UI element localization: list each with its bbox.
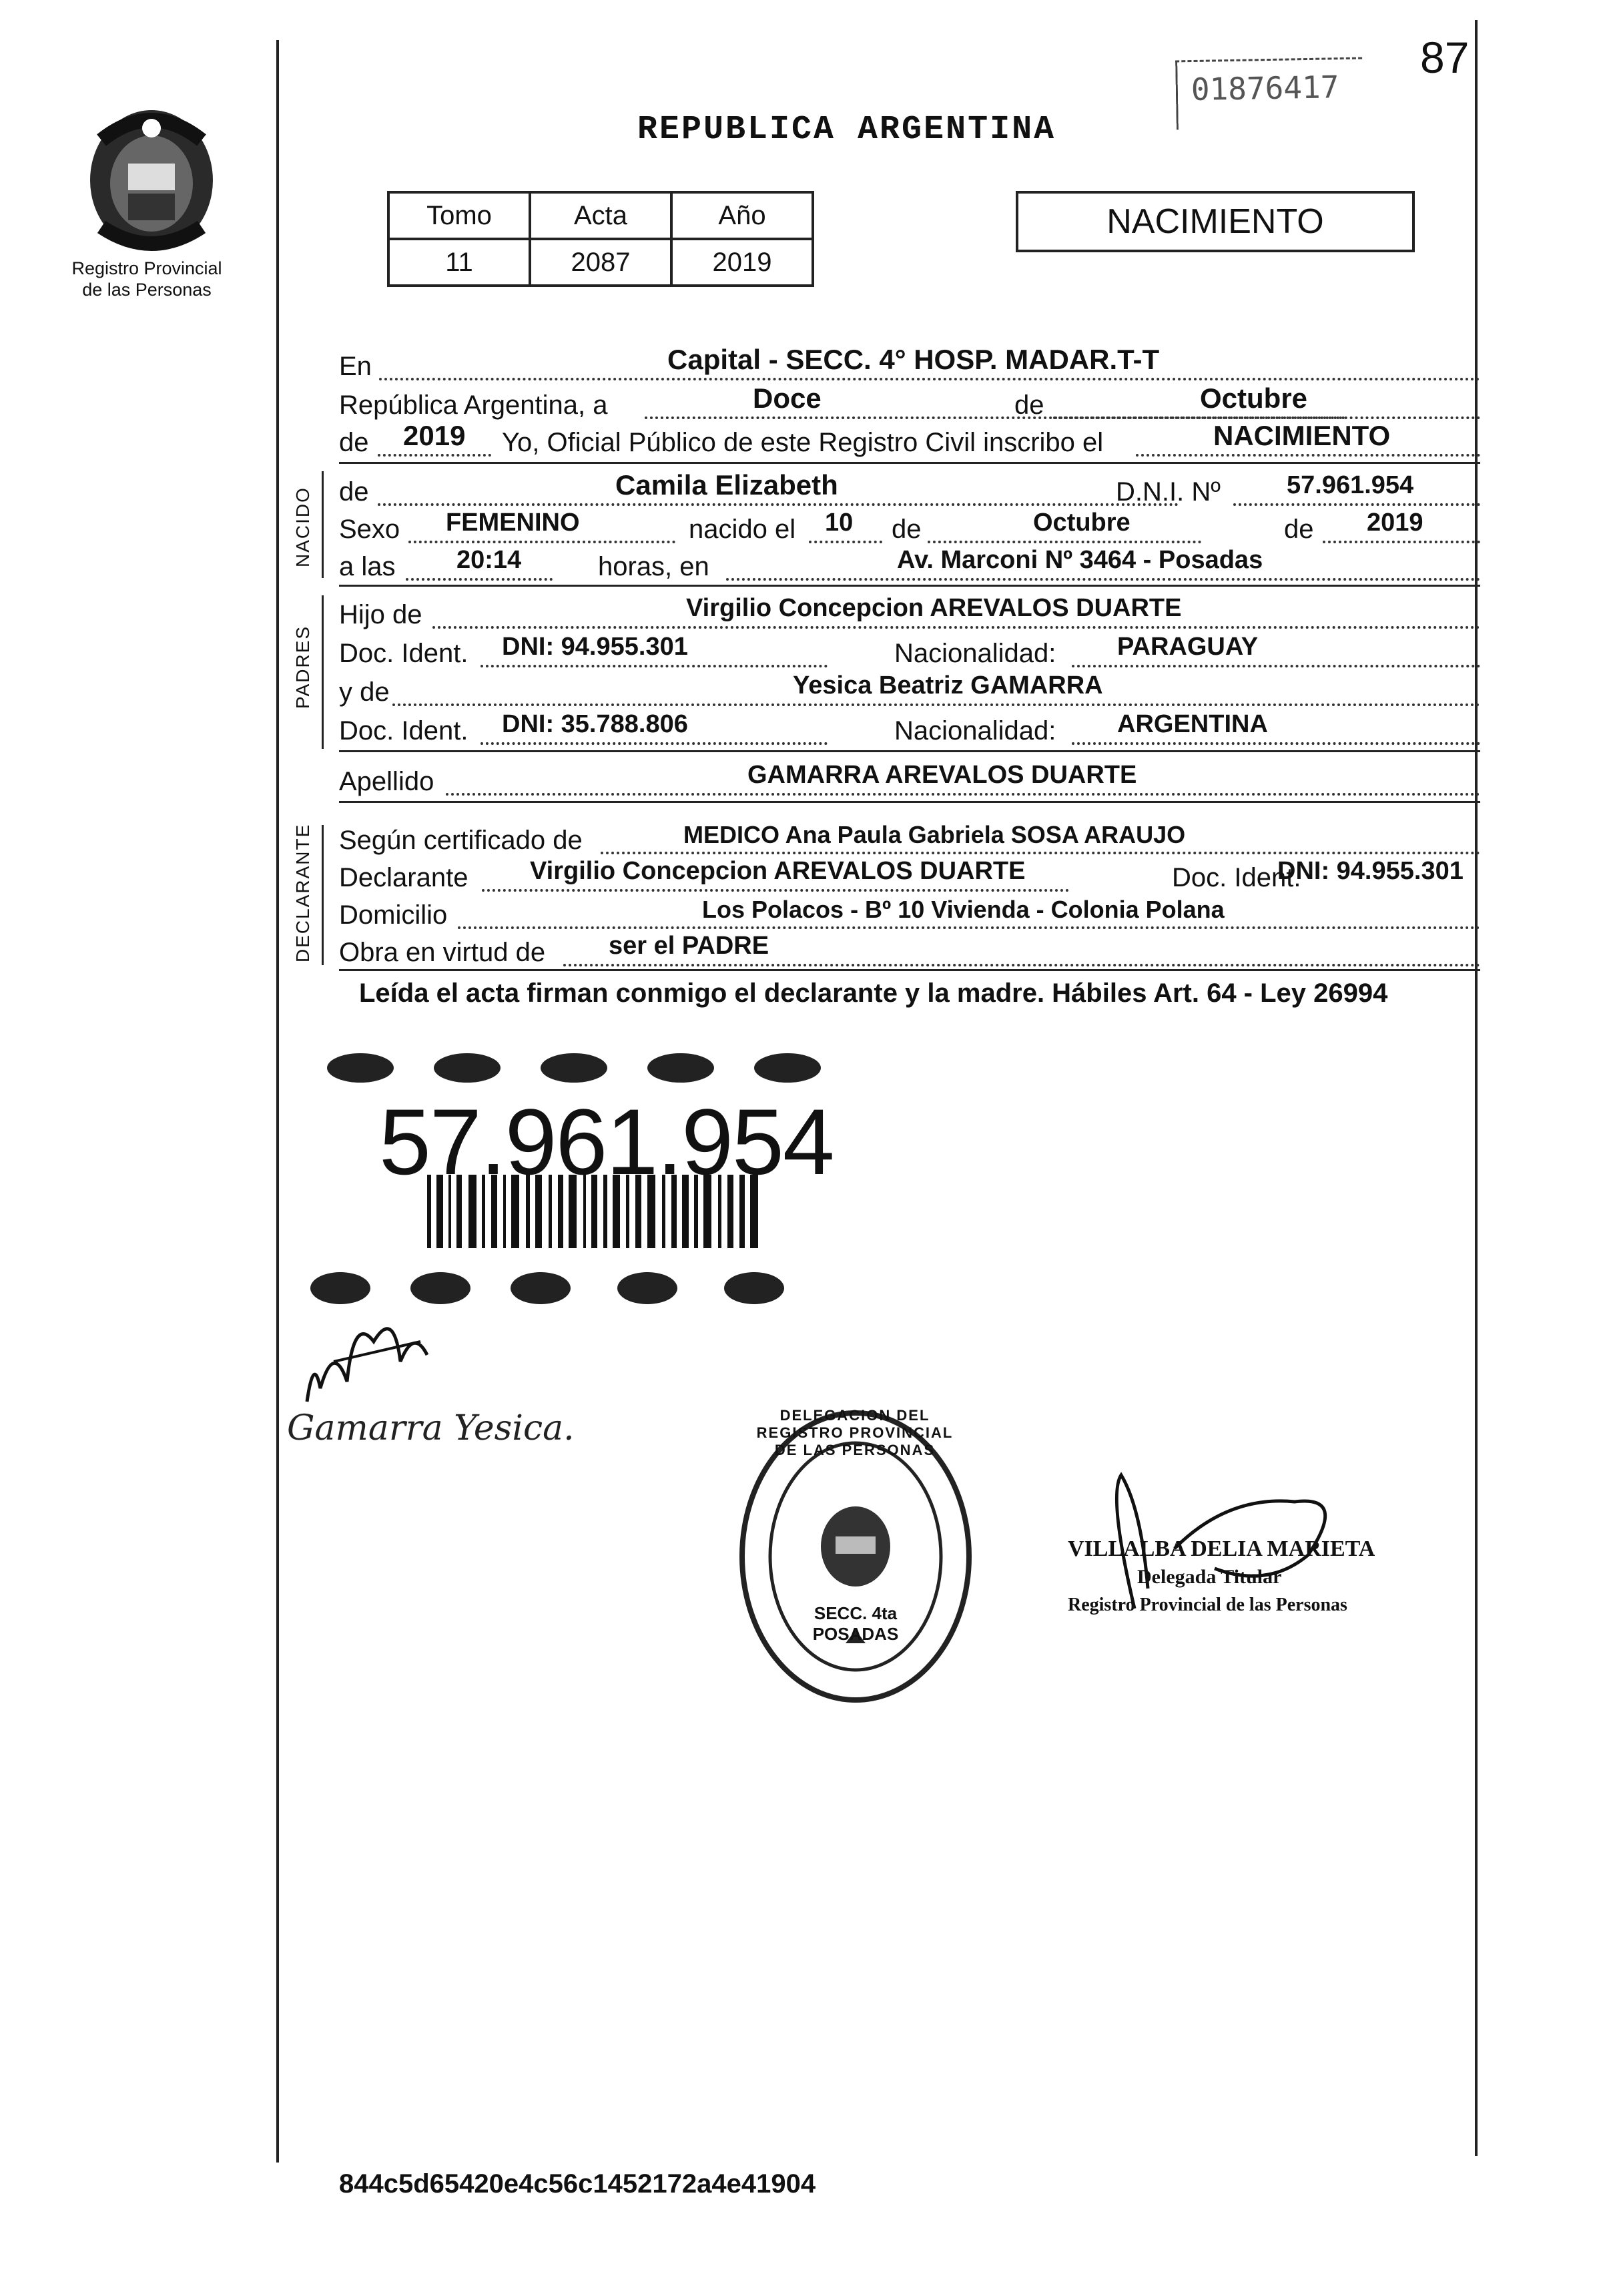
madre-nombre-value: Yesica Beatriz GAMARRA xyxy=(793,671,1103,699)
madre-nacionalidad-value: ARGENTINA xyxy=(1117,710,1268,738)
dotted-line xyxy=(379,378,1480,380)
registry-line-2: de las Personas xyxy=(82,280,212,300)
madre-signature-text: Gamarra Yesica. xyxy=(287,1408,575,1448)
serial-number: 01876417 xyxy=(1175,57,1363,130)
document-title: REPUBLICA ARGENTINA xyxy=(637,111,1056,149)
dotted-line xyxy=(378,454,491,457)
acta-header-acta: Acta xyxy=(530,192,671,239)
official-stamp xyxy=(1068,1535,1375,1619)
row-madre xyxy=(339,671,1480,711)
seal-inner-text: SECC. 4ta POSADAS xyxy=(812,1603,899,1644)
declarante-label: Declarante xyxy=(339,863,468,892)
padres-bracket xyxy=(322,595,324,749)
left-margin-line xyxy=(276,40,279,2163)
anio-value: 2019 xyxy=(403,420,466,451)
republica-label: República Argentina, a xyxy=(339,390,608,420)
padre-nacionalidad-value: PARAGUAY xyxy=(1117,633,1259,661)
nacionalidad-label: Nacionalidad: xyxy=(894,716,1056,746)
de-label: de xyxy=(892,515,922,544)
dia-value: Doce xyxy=(753,382,822,414)
acta-header-tomo: Tomo xyxy=(388,192,530,239)
row-declarante xyxy=(339,857,1480,897)
mes-value: Octubre xyxy=(1200,382,1308,414)
a-las-label: a las xyxy=(339,552,396,581)
lugar-nacimiento-value: Av. Marconi Nº 3464 - Posadas xyxy=(897,546,1263,574)
de-label-2: de xyxy=(339,428,369,457)
dotted-line xyxy=(1072,665,1480,667)
dotted-line xyxy=(480,742,828,745)
acta-value-anio: 2019 xyxy=(671,239,813,286)
y-de-label: y de xyxy=(339,677,390,707)
mes-nacimiento-value: Octubre xyxy=(1033,509,1131,537)
divider xyxy=(339,801,1480,803)
nacido-el-label: nacido el xyxy=(689,515,796,544)
dotted-line xyxy=(1323,541,1480,543)
row-sexo xyxy=(339,509,1480,549)
sticker-number: 57.961.954 xyxy=(379,1089,834,1194)
row-domicilio xyxy=(339,894,1480,934)
declarante-value: Virgilio Concepcion AREVALOS DUARTE xyxy=(530,857,1026,885)
acta-value-acta: 2087 xyxy=(530,239,671,286)
madre-doc-value: DNI: 35.788.806 xyxy=(502,710,688,738)
declarante-bracket xyxy=(322,825,324,965)
dotted-line xyxy=(809,541,882,543)
row-hora xyxy=(339,546,1480,586)
sexo-label: Sexo xyxy=(339,515,400,544)
dotted-line xyxy=(406,578,553,581)
row-obra xyxy=(339,932,1480,972)
declarante-section-label: DECLARANTE xyxy=(292,823,313,962)
document-hash: 844c5d65420e4c56c1452172a4e41904 xyxy=(339,2169,816,2199)
nacido-bracket xyxy=(322,471,324,578)
dotted-line xyxy=(1233,503,1480,506)
row-anio xyxy=(339,422,1480,462)
row-fecha xyxy=(339,384,1480,424)
row-madre-doc xyxy=(339,710,1480,750)
dotted-line xyxy=(1136,454,1480,457)
horas-en-label: horas, en xyxy=(598,552,709,581)
dni-label: D.N.I. Nº xyxy=(1116,477,1221,507)
domicilio-label: Domicilio xyxy=(339,900,448,930)
right-margin-line xyxy=(1475,20,1478,2156)
doc-label: Doc. Ident. xyxy=(339,716,468,746)
declarante-signature xyxy=(294,1302,440,1415)
divider xyxy=(339,585,1480,587)
acta-table xyxy=(387,191,814,287)
dotted-line xyxy=(392,703,1480,706)
oficial-text: Yo, Oficial Público de este Registro Civil inscribo el xyxy=(502,428,1104,457)
padre-nombre-value: Virgilio Concepcion AREVALOS DUARTE xyxy=(686,594,1182,622)
divider xyxy=(339,750,1480,752)
nombre-value: Camila Elizabeth xyxy=(615,469,838,501)
certificado-value: MEDICO Ana Paula Gabriela SOSA ARAUJO xyxy=(683,821,1186,848)
row-padre-doc xyxy=(339,633,1480,673)
province-emblem xyxy=(75,100,228,254)
hijo-de-label: Hijo de xyxy=(339,600,422,629)
madre-signature xyxy=(287,1408,581,1502)
registry-line-1: Registro Provincial xyxy=(71,258,222,278)
official-registro: Registro Provincial de las Personas xyxy=(1068,1595,1347,1615)
certificado-label: Según certificado de xyxy=(339,826,583,855)
dotted-line xyxy=(432,626,1480,629)
domicilio-value: Los Polacos - Bº 10 Vivienda - Colonia Polana xyxy=(702,896,1225,923)
apellido-label: Apellido xyxy=(339,767,434,796)
dni-value: 57.961.954 xyxy=(1287,471,1414,499)
en-label: En xyxy=(339,352,372,381)
acta-value-tomo: 11 xyxy=(388,239,530,286)
doc-label: Doc. Ident. xyxy=(339,639,468,668)
closing-statement: Leída el acta firman conmigo el declarante y la madre. Hábiles Art. 64 - Ley 26994 xyxy=(359,978,1388,1008)
de-label-2: de xyxy=(1284,515,1314,544)
divider xyxy=(339,969,1480,971)
dotted-line xyxy=(1072,742,1480,745)
dotted-line xyxy=(408,541,675,543)
hora-value: 20:14 xyxy=(456,546,522,574)
divider xyxy=(339,462,1480,464)
dotted-line xyxy=(446,793,1480,796)
row-padre xyxy=(339,594,1480,634)
obra-value: ser el PADRE xyxy=(609,932,769,960)
nacionalidad-label: Nacionalidad: xyxy=(894,639,1056,668)
row-apellido xyxy=(339,761,1480,801)
seal-ring-text: DELEGACION DEL REGISTRO PROVINCIAL DE LAS PERSONAS xyxy=(756,1407,954,1458)
dotted-line xyxy=(726,578,1480,581)
folio-number: 87 xyxy=(1420,33,1470,82)
registry-name xyxy=(47,258,247,300)
official-cargo: Delegada Titular xyxy=(1137,1566,1282,1588)
row-certificado xyxy=(339,820,1480,860)
declarante-doc-value: DNI: 94.955.301 xyxy=(1277,857,1464,885)
dotted-line xyxy=(482,889,1069,892)
registry-seal xyxy=(729,1403,982,1710)
obra-label: Obra en virtud de xyxy=(339,938,546,967)
doc-label: Doc. Ident. xyxy=(1172,863,1301,892)
padres-section-label: PADRES xyxy=(292,625,313,709)
row-en xyxy=(339,346,1480,386)
lugar-value: Capital - SECC. 4° HOSP. MADAR.T-T xyxy=(667,344,1160,375)
dia-nacimiento-value: 10 xyxy=(825,509,854,537)
sexo-value: FEMENINO xyxy=(446,509,580,537)
inscribe-value: NACIMIENTO xyxy=(1213,420,1391,451)
padre-doc-value: DNI: 94.955.301 xyxy=(502,633,688,661)
nacido-section-label: NACIDO xyxy=(292,487,313,567)
document-type: NACIMIENTO xyxy=(1016,191,1415,252)
anio-nacimiento-value: 2019 xyxy=(1367,509,1423,537)
de-label: de xyxy=(1014,390,1044,420)
apellido-value: GAMARRA AREVALOS DUARTE xyxy=(747,761,1137,789)
official-name: VILLALBA DELIA MARIETA xyxy=(1068,1536,1375,1561)
dotted-line xyxy=(563,964,1480,966)
de-label: de xyxy=(339,477,369,507)
row-nombre xyxy=(339,471,1480,511)
acta-header-anio: Año xyxy=(671,192,813,239)
dotted-line xyxy=(480,665,828,667)
